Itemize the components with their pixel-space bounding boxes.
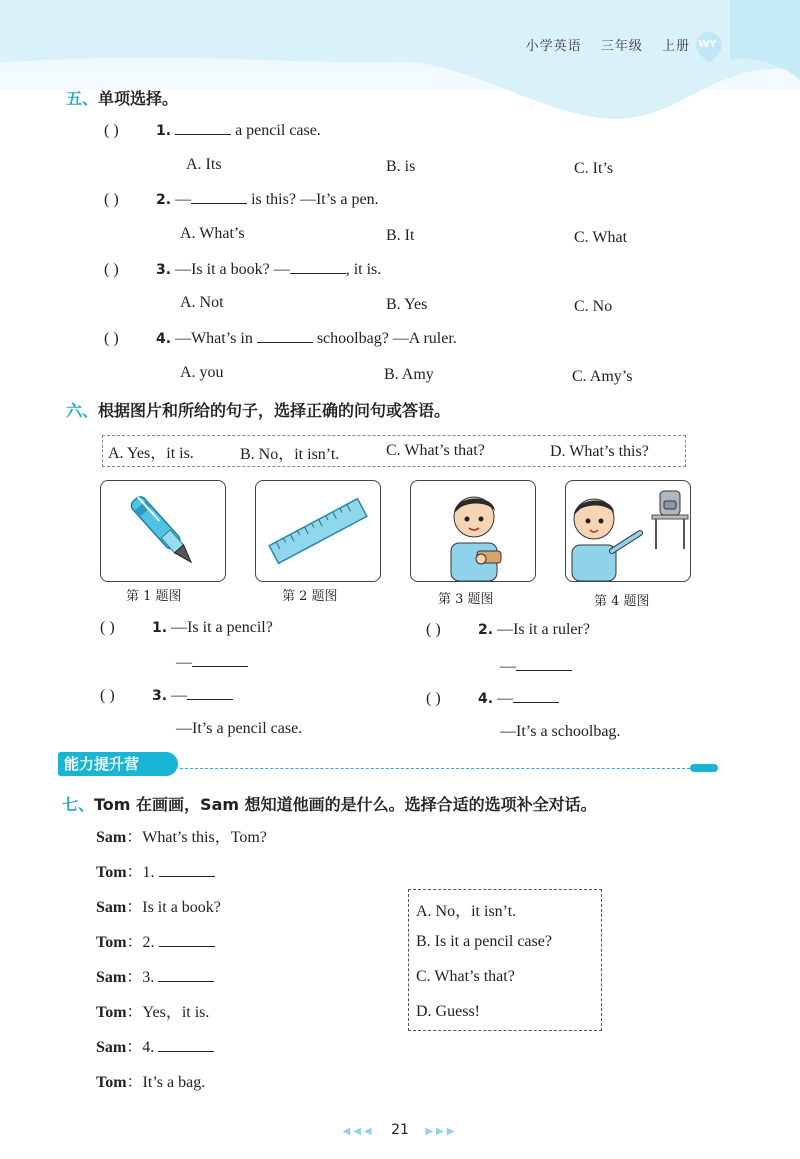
dialog-line-3: Sam：Is it a book?: [96, 899, 221, 916]
s6-question-1: ( ) 1. —Is it a pencil?: [100, 619, 273, 636]
s6-q4-answer: —It’s a schoolbag.: [500, 723, 621, 740]
section-5-title: 五、单项选择。: [66, 89, 179, 108]
banner-divider: [180, 768, 690, 769]
dialog-line-6: Tom：Yes，it is.: [96, 1004, 210, 1021]
s6-q3-answer: —It’s a pencil case.: [176, 720, 303, 737]
s6-option-b: B. No，it isn’t.: [240, 446, 340, 463]
caption-2: 第 2 题图: [282, 589, 338, 604]
picture-ruler: [255, 480, 381, 582]
header-title: [512, 35, 690, 54]
s6-question-4: ( ) 4. —: [426, 688, 559, 708]
s5-q3-option-b[interactable]: B. Yes: [386, 296, 428, 313]
s5-question-4: ( ) 4. —What’s in schoolbag? —A ruler.: [104, 330, 457, 347]
picture-boy-schoolbag: [565, 480, 691, 582]
dialog-line-1: Sam：What’s this，Tom?: [96, 829, 267, 846]
dialog-line-2: Tom：1.: [96, 859, 215, 882]
s5-q1-option-a[interactable]: A. Its: [186, 156, 222, 173]
pen-icon: [101, 481, 225, 581]
s6-question-2: ( ) 2. —Is it a ruler?: [426, 621, 590, 638]
page-number: ◀◀◀ 21 ▶▶▶: [342, 1122, 458, 1138]
boy-icon: [411, 481, 535, 581]
s5-q4-option-c[interactable]: C. Amy’s: [572, 368, 633, 385]
section-7-title: 七、Tom 在画画，Sam 想知道他画的是什么。选择合适的选项补全对话。: [62, 795, 597, 814]
ability-banner: 能力提升营: [58, 752, 178, 776]
arrow-left-icon: ◀◀◀: [342, 1126, 375, 1137]
header-grade: 三年级: [600, 39, 643, 54]
s6-option-c: C. What’s that?: [386, 442, 485, 459]
s5-q1-option-c[interactable]: C. It’s: [574, 160, 614, 177]
s5-question-2: ( ) 2. — is this? —It’s a pen.: [104, 191, 379, 208]
answer-blank[interactable]: [159, 862, 215, 877]
header-subject: 小学英语: [525, 39, 582, 54]
answer-blank[interactable]: [175, 120, 231, 135]
picture-pen: [100, 480, 226, 582]
answer-blank[interactable]: [192, 652, 248, 667]
s6-q2-answer: —: [500, 656, 572, 676]
dialog-line-4: Tom：2.: [96, 929, 215, 952]
s5-q2-option-a[interactable]: A. What’s: [180, 225, 245, 242]
picture-boy-pencil-case: [410, 480, 536, 582]
s7-choice-b: B. Is it a pencil case?: [416, 933, 552, 950]
dialog-line-8: Tom：It’s a bag.: [96, 1074, 206, 1091]
arrow-right-icon: ▶▶▶: [425, 1126, 458, 1137]
s5-q1-option-b[interactable]: B. is: [386, 158, 416, 175]
ruler-icon: [256, 481, 380, 581]
answer-blank[interactable]: [513, 688, 559, 703]
s5-q4-option-a[interactable]: A. you: [180, 364, 224, 381]
answer-blank[interactable]: [257, 328, 313, 343]
s6-q1-answer: —: [176, 652, 248, 672]
s5-question-3: ( ) 3. —Is it a book? — , it is.: [104, 261, 382, 278]
answer-blank[interactable]: [158, 967, 214, 982]
answer-blank[interactable]: [290, 259, 346, 274]
s6-question-3: ( ) 3. —: [100, 685, 233, 705]
boy-pointing-icon: [566, 481, 690, 581]
answer-blank[interactable]: [159, 932, 215, 947]
dialog-line-7: Sam：4.: [96, 1034, 214, 1057]
answer-blank[interactable]: [516, 656, 572, 671]
section-6-title: 六、根据图片和所给的句子，选择正确的问句或答语。: [66, 401, 451, 420]
s5-q4-option-b[interactable]: B. Amy: [384, 366, 434, 383]
s7-choice-a: A. No，it isn’t.: [416, 903, 517, 920]
answer-blank[interactable]: [191, 189, 247, 204]
caption-4: 第 4 题图: [594, 594, 650, 609]
s5-question-1: ( ) 1. a pencil case.: [104, 122, 321, 139]
header-volume: 上册: [661, 39, 690, 54]
s5-q2-option-b[interactable]: B. It: [386, 227, 415, 244]
answer-blank[interactable]: [187, 685, 233, 700]
s5-q3-option-c[interactable]: C. No: [574, 298, 613, 315]
s6-option-d: D. What’s this?: [550, 443, 649, 460]
s7-choice-c: C. What’s that?: [416, 968, 515, 985]
caption-1: 第 1 题图: [126, 589, 182, 604]
answer-blank[interactable]: [158, 1037, 214, 1052]
s5-q2-option-c[interactable]: C. What: [574, 229, 628, 246]
s5-q3-option-a[interactable]: A. Not: [180, 294, 224, 311]
s6-option-a: A. Yes，it is.: [108, 445, 194, 462]
caption-3: 第 3 题图: [438, 592, 494, 607]
banner-end-cap: [690, 764, 718, 772]
dialog-line-5: Sam：3.: [96, 964, 214, 987]
publisher-badge: WY: [691, 27, 728, 64]
s7-choice-d: D. Guess!: [416, 1003, 480, 1020]
